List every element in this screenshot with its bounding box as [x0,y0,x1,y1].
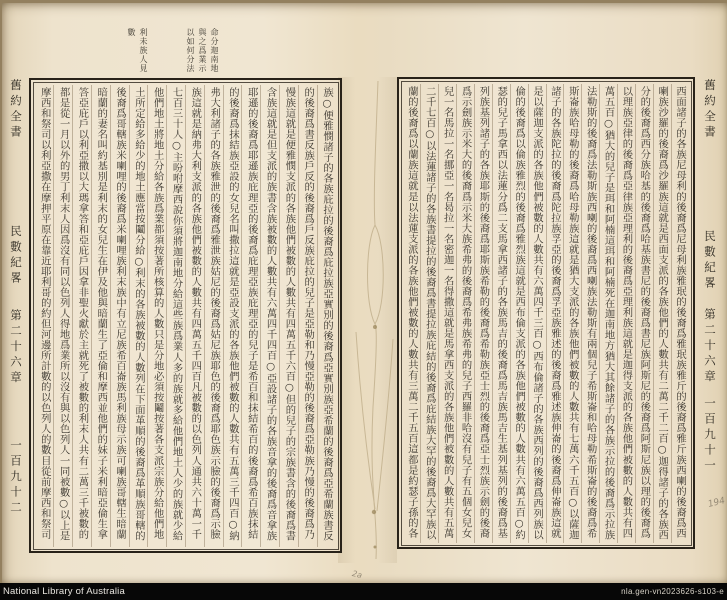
text-column: 倫的後裔爲以倫族雅烈的後裔爲雅烈族這就是西布倫支派的各族他們被數的人數共有六萬五百○約 [510,84,528,543]
text-column: 答亞庇戶以利亞撒以大瑪拿答和亞庇戶因拿非聖火獻於主就死了被數的利末人共有二萬三千被數的 [72,85,91,547]
right-margin-chapter: 第二十六章 [703,308,717,386]
text-column: 爲示劍族示米大的後裔爲示米大族希弗的後裔爲希弗族希弗的兒子西羅非哈沒有兒子有五個女兒女 [456,84,474,543]
text-column: 耶遜的後裔爲耶遜族庇理亞的後裔爲庇理亞族庇理亞的兒子是希百和抹結希百的後裔爲希百族抹結 [241,85,260,547]
text-column: 萬五百○猶大的兒子是珥和阿楠這珥和阿楠死在迦南地方猶大其餘諸子的各族示拉的後裔爲示拉族 [599,84,617,543]
text-column: 都是從一月以外的男丁利末人因爲沒有同以色列人得地爲業所以沒有與以色列人一同被數○以上是 [53,85,72,547]
library-footer-bar [0,583,727,600]
text-column: 他們地土將地土分給各族爲業都須按著所核算的人數只是分地必須按鬮按著各支派宗族分給他們地 [147,85,166,547]
text-column: 的後裔爲書反族戶反的後裔爲戶反族庇拉的兒子是亞勒和乃慢亞勒的後裔爲亞勒族乃慢的後裔爲乃 [298,85,317,547]
binding-fold [338,77,397,563]
text-column: 西面諸子的各族尼母利的後裔爲尼母利族雅珉的後裔爲雅珉族雅斤的後裔爲雅斤族西喇的後裔爲西 [671,84,689,543]
margin-note-line: 以如何分法 [186,28,195,73]
text-column: 喇族沙羅的後裔爲沙羅族這就是西面支派的各族他們的人數共有二萬二千二百○迦得諸子的各族西 [653,84,671,543]
left-margin-chapter: 第二十六章 [9,309,23,387]
text-column: 土所定給多給少的地土應當按鬮分給○利末的各族被數的人數列在下面革順的後裔爲革順族哥轄的 [129,85,148,547]
text-column: 兒一名馬拉一名挪亞一名曷拉一名密迦一名得撒這就是馬拿西支派的各族他們被數的人數共有五萬 [438,84,456,543]
left-page-columns [36,85,336,547]
right-page-columns [404,84,689,543]
left-margin-page-number: 一百九十二 [9,439,23,517]
text-column: 族這就是納弗大利支派的各族他們被數的人數共有四萬五千四百凡被數的以色列人通共六十萬一千 [185,85,204,547]
right-page-text-block [397,77,695,549]
text-column: 列族基列諸子的各族耶斯的後裔爲耶斯族希勒的後裔爲希勒族亞士烈的後裔爲亞士烈族示劍的後裔 [474,84,492,543]
text-column: 二千七百○以法蓮諸子的各族書提拉的後裔爲書提拉族庇結的後裔爲庇結族大罕的後裔爲大罕族以 [420,84,438,543]
text-column: 暗蘭的妻名叫約基別是利末的女兒生在伊及他與暗蘭生了亞倫和摩西並他們的妹子米利暗亞倫生拿 [91,85,110,547]
text-column: 族○便雅憫諸子的各族庇拉的後裔爲庇拉族亞實別的後裔爲亞實別族亞希蘭的後裔爲亞希蘭族書反 [317,85,336,547]
right-margin-page-number: 一百九十一 [703,397,717,475]
text-column: 摩西和祭司以利亞撒在摩押平原在靠近耶利哥的約但河邊所計數的以色列人的數目從前摩西和祭司 [38,86,51,539]
margin-note-line: 利未族人見 [139,28,148,73]
right-margin-book-title: 舊約全書 [703,79,717,141]
text-column: 的後裔爲抹結族亞設的女兒名叫撒拉這就是亞設支派的各族他們被數的人數共有五萬三千四百○納 [223,85,242,547]
text-column: 含族這就是但支派的族書含族被數的人數共有六萬四千四百○亞設諸子的各族音拿的後裔爲音拿族 [260,85,279,547]
left-margin-section-title: 民數紀畧 [9,225,23,287]
text-column: 斯崙族哈母勒的後裔爲哈母勒族這就是猶大支派的各族他們被數的人數共有七萬六千五百○以薩迦 [563,84,581,543]
left-page-text-block [29,78,342,553]
margin-note-divide-land [182,28,218,78]
margin-note-line: 與之爲業示 [198,28,207,73]
fold-crease-lines [338,77,397,563]
text-column: 分的後裔爲西分族哈基的後裔爲哈基族書尼的後裔爲書尼族阿斯尼的後裔爲阿斯尼族以理的後裔爲 [635,84,653,543]
library-name: National Library of Australia [3,586,125,597]
margin-note-line: 命分迦南地 [210,28,219,73]
text-column: 七百三十人○主吩咐摩西說你須將迦南地分給這些族爲業人多的族就多給他們地土人少的族就少給 [166,85,185,547]
pencil-annotation: 2a [351,569,363,580]
text-column: 是以薩迦支派的各族他們被數的人數共有六萬四千三百○西布倫諸子的各族西列的後裔爲西列族以 [528,84,546,543]
pencil-annotation: 194 [707,496,727,510]
page-spread-paper [2,3,727,583]
text-column: 諸子的各族陀拉的後裔爲陀拉族孚亞的後裔爲孚亞族雅述的後裔爲雅述族伸崙的後裔爲伸崙族這就 [546,84,564,543]
text-column: 法勒斯的後裔爲法勒斯族西喇的後裔爲西喇族法勒斯有兩個兒子希斯崙和哈母勒希斯崙的後裔爲希 [581,84,599,543]
left-margin-book-title: 舊約全書 [9,79,23,141]
text-column: 慢族這就是便雅憫支派的各族他們被數的人數共有四萬五千六百○但的兒子的宗族書含的後裔爲書 [279,85,298,547]
right-margin-section-title: 民數紀畧 [703,230,717,292]
text-column: 瑟的兒子馬拿西以法蓮分爲二支馬拿西諸子的各族馬吉的後裔爲馬吉族馬吉生基列基列的後裔爲基 [492,84,510,543]
image-identifier: nla.gen-vn2023626-s103-e [621,587,724,596]
text-column: 蘭的後裔爲以蘭族這就是以法蓮支派的各族他們被數的人數共有三萬二千五百這都是約瑟子孫的各 [405,85,418,538]
margin-note-line: 數 [127,28,136,37]
text-column: 以理族亞律的後裔爲亞律族亞理利的後裔爲亞理利族這就是迦得支派的各族他們被數的人數共有四 [617,84,635,543]
margin-note-levites-counted [123,28,147,78]
text-column: 後裔爲哥轄族米喇哩的後裔爲米喇哩族利末族中有立尼族希百崙族馬利族母示族可喇族哥轄生暗蘭 [110,85,129,547]
text-column: 弗大利諸子的各族雅泄的後裔爲雅泄族姑尼的後裔爲姑尼族耶色的後裔爲耶色族示臉的後裔爲示臉 [204,85,223,547]
